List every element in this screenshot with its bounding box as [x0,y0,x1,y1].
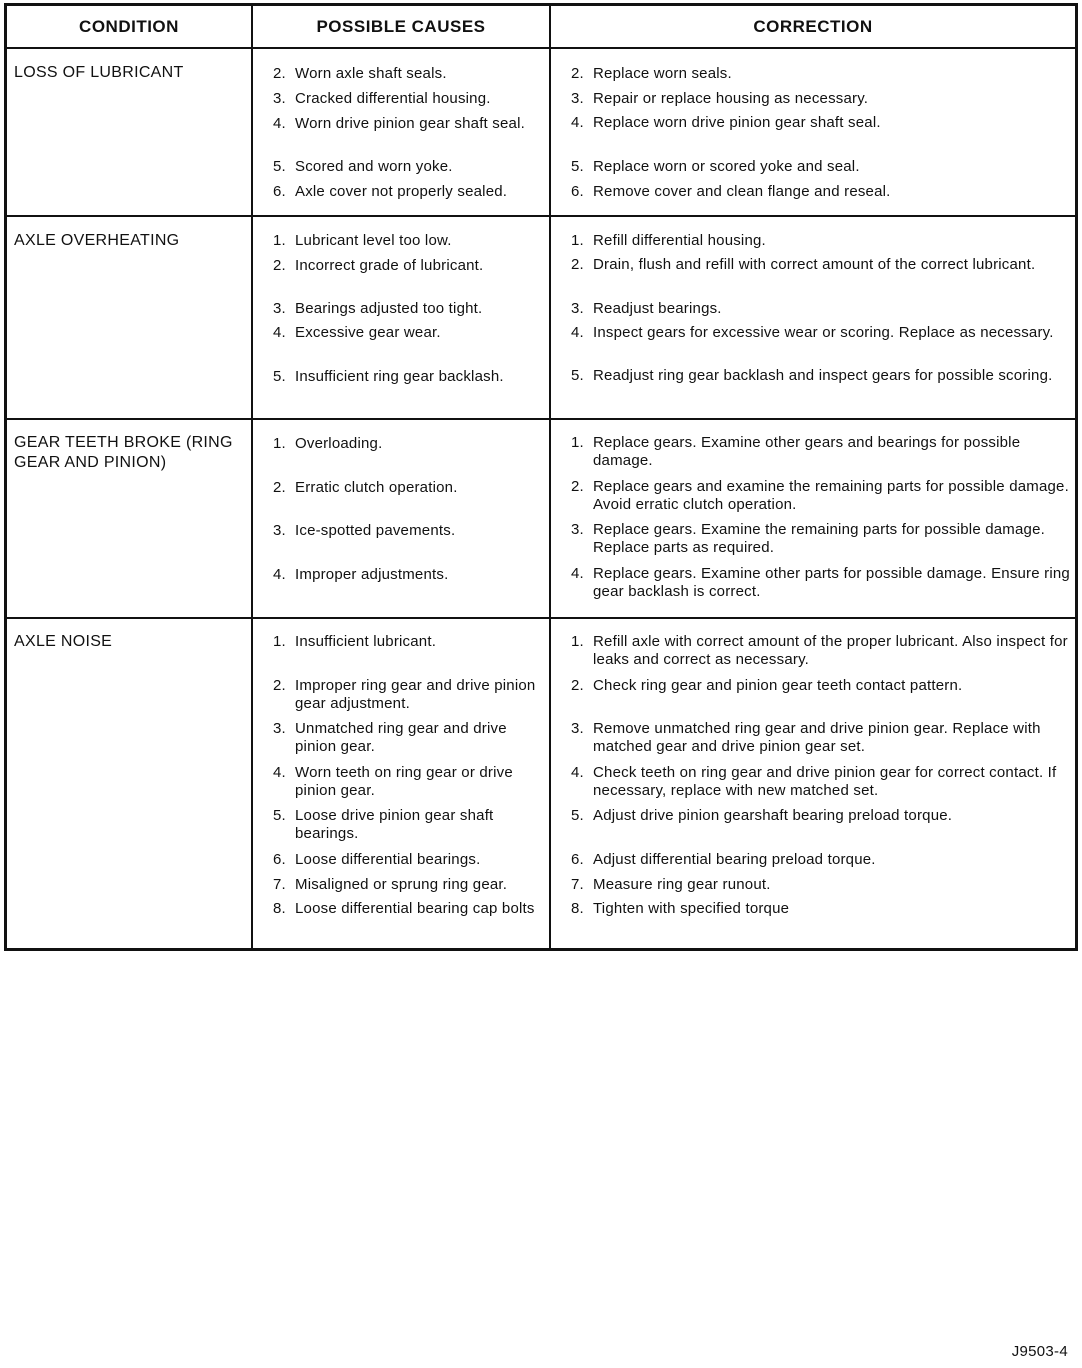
cause-item [273,90,547,108]
item-number: 8. [273,900,286,917]
cause-item [273,115,547,133]
item-text: Worn teeth on ring gear or drive pinion gear. [295,764,513,799]
condition-axle-noise: AXLE NOISE [14,633,113,650]
item-text: Excessive gear wear. [295,324,441,341]
item-text: Readjust bearings. [593,300,722,317]
item-text: Bearings adjusted too tight. [295,300,483,317]
correction-item [571,478,1071,514]
item-text: Incorrect grade of lubricant. [295,257,484,274]
correction-item [571,807,1071,825]
column-divider [549,6,551,948]
correction-item [571,183,1071,201]
cause-item [273,900,547,918]
correction-item [571,232,1071,250]
item-text: Improper ring gear and drive pinion gear adjustment. [295,677,536,712]
item-number: 3. [571,720,584,737]
item-text: Loose differential bearings. [295,851,481,868]
item-number: 5. [571,807,584,824]
item-text: Overloading. [295,435,383,452]
item-text: Adjust differential bearing preload torque. [593,851,876,868]
item-text: Ice-spotted pavements. [295,522,456,539]
correction-item [571,256,1071,274]
item-number: 5. [571,367,584,384]
item-number: 2. [273,257,286,274]
header-condition: CONDITION [79,17,179,36]
item-number: 5. [273,807,286,824]
cause-item [273,232,547,250]
item-text: Scored and worn yoke. [295,158,453,175]
item-text: Unmatched ring gear and drive pinion gear. [295,720,507,755]
item-number: 4. [571,565,584,582]
item-text: Repair or replace housing as necessary. [593,90,869,107]
item-text: Tighten with specified torque [593,900,790,917]
item-number: 4. [273,566,286,583]
correction-item [571,434,1071,470]
item-number: 3. [273,720,286,737]
item-text: Erratic clutch operation. [295,479,458,496]
cause-item [273,876,547,894]
item-text: Lubricant level too low. [295,232,452,249]
item-number: 7. [571,876,584,893]
item-text: Misaligned or sprung ring gear. [295,876,508,893]
correction-item [571,65,1071,83]
item-number: 4. [273,115,286,132]
item-number: 2. [273,677,286,694]
item-number: 3. [571,300,584,317]
section-divider [7,215,1075,217]
item-text: Worn drive pinion gear shaft seal. [295,115,525,132]
header-possible-causes: POSSIBLE CAUSES [316,17,486,36]
cause-item [273,183,547,201]
item-number: 2. [571,677,584,694]
item-number: 2. [273,65,286,82]
item-number: 1. [571,434,584,451]
item-text: Insufficient ring gear backlash. [295,368,504,385]
item-text: Loose drive pinion gear shaft bearings. [295,807,494,842]
correction-item [571,851,1071,869]
item-number: 6. [571,183,584,200]
item-number: 8. [571,900,584,917]
correction-item [571,158,1071,176]
item-number: 4. [273,324,286,341]
item-number: 1. [571,232,584,249]
cause-item [273,633,547,651]
correction-item [571,900,1071,918]
item-number: 2. [571,256,584,273]
item-number: 6. [571,851,584,868]
correction-item [571,677,1071,695]
item-number: 4. [571,764,584,781]
diagnosis-table [4,3,1078,951]
item-number: 1. [571,633,584,650]
item-text: Replace gears. Examine the remaining parts for possible damage. Replace parts as required. [593,521,1046,556]
item-text: Drain, flush and refill with correct amount of the correct lubricant. [593,256,1036,273]
cause-item [273,807,547,843]
item-number: 3. [273,300,286,317]
item-text: Replace worn seals. [593,65,732,82]
item-number: 3. [273,90,286,107]
item-number: 2. [571,65,584,82]
column-divider [251,6,253,948]
item-number: 4. [571,114,584,131]
cause-item [273,435,547,453]
item-number: 2. [571,478,584,495]
cause-item [273,324,547,342]
item-text: Replace worn drive pinion gear shaft seal. [593,114,881,131]
figure-id: J9503-4 [1011,1343,1068,1360]
item-text: Replace worn or scored yoke and seal. [593,158,860,175]
correction-item [571,633,1071,669]
item-text: Replace gears. Examine other parts for possible damage. Ensure ring gear backlash is correct. [593,565,1070,600]
cause-item [273,257,547,275]
item-number: 7. [273,876,286,893]
item-text: Replace gears. Examine other gears and bearings for possible damage. [593,434,1021,469]
item-number: 5. [273,158,286,175]
item-number: 3. [273,522,286,539]
item-text: Check teeth on ring gear and drive pinion gear for correct contact. If necessary, replace with new matched set. [593,764,1057,799]
cause-item [273,368,547,386]
item-number: 1. [273,633,286,650]
item-number: 3. [571,521,584,538]
item-text: Cracked differential housing. [295,90,491,107]
correction-item [571,764,1071,800]
item-number: 5. [273,368,286,385]
item-number: 6. [273,183,286,200]
correction-item [571,324,1071,342]
cause-item [273,720,547,756]
correction-item [571,367,1071,385]
item-number: 6. [273,851,286,868]
condition-gear-teeth-broke: GEAR TEETH BROKE (RING GEAR AND PINION) [14,434,233,471]
correction-item [571,720,1071,756]
correction-item [571,300,1071,318]
item-number: 3. [571,90,584,107]
item-number: 5. [571,158,584,175]
condition-axle-overheating: AXLE OVERHEATING [14,232,180,249]
cause-item [273,479,547,497]
item-text: Inspect gears for excessive wear or scoring. Replace as necessary. [593,324,1054,341]
item-text: Check ring gear and pinion gear teeth contact pattern. [593,677,963,694]
item-text: Axle cover not properly sealed. [295,183,508,200]
item-number: 1. [273,435,286,452]
item-text: Measure ring gear runout. [593,876,771,893]
header-correction: CORRECTION [753,17,873,36]
cause-item [273,677,547,713]
item-text: Worn axle shaft seals. [295,65,447,82]
item-text: Refill differential housing. [593,232,766,249]
condition-loss-of-lubricant: LOSS OF LUBRICANT [14,64,184,81]
item-text: Refill axle with correct amount of the proper lubricant. Also inspect for leaks and correct as necessary. [593,633,1068,668]
item-text: Adjust drive pinion gearshaft bearing preload torque. [593,807,953,824]
cause-item [273,764,547,800]
item-number: 1. [273,232,286,249]
section-divider [7,617,1075,619]
correction-item [571,521,1071,557]
cause-item [273,566,547,584]
correction-item [571,114,1071,132]
cause-item [273,851,547,869]
section-divider [7,418,1075,420]
cause-item [273,65,547,83]
item-text: Replace gears and examine the remaining parts for possible damage. Avoid erratic clutch operation. [593,478,1069,513]
item-text: Insufficient lubricant. [295,633,437,650]
correction-item [571,876,1071,894]
correction-item [571,90,1071,108]
item-text: Remove cover and clean flange and reseal. [593,183,891,200]
item-text: Improper adjustments. [295,566,449,583]
correction-item [571,565,1071,601]
cause-item [273,300,547,318]
table-header [7,6,1075,49]
cause-item [273,522,547,540]
item-text: Readjust ring gear backlash and inspect gears for possible scoring. [593,367,1053,384]
item-number: 4. [571,324,584,341]
item-text: Remove unmatched ring gear and drive pinion gear. Replace with matched gear and drive pinion gear set. [593,720,1041,755]
item-text: Loose differential bearing cap bolts [295,900,535,917]
cause-item [273,158,547,176]
item-number: 2. [273,479,286,496]
item-number: 4. [273,764,286,781]
